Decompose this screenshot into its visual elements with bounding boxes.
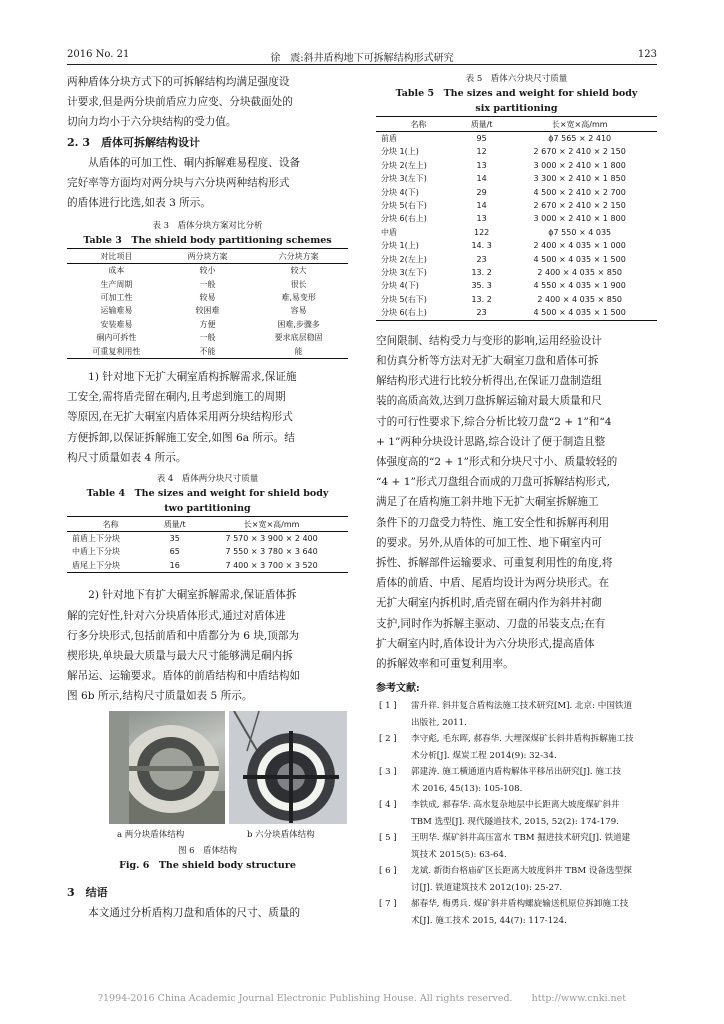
table-cell: 生产周期	[100, 279, 133, 289]
text-line: 构尺寸质量如表 4 所示。	[67, 451, 187, 464]
reference-item	[376, 896, 657, 929]
journal-issue: 2016 No. 21	[67, 49, 130, 60]
left-column	[67, 72, 348, 923]
text-line: 支护,同时作为拆解主驱动、刀盘的吊装支点;在有	[376, 617, 606, 630]
table-cell: 很长	[290, 279, 307, 289]
table-4	[67, 516, 348, 573]
paragraph-2	[67, 585, 348, 706]
table-cell: 14. 3	[471, 241, 492, 251]
shield-photo-b-drawing	[229, 711, 347, 824]
table-cell: 3 300 × 2 410 × 1 850	[533, 174, 626, 184]
table-cell: 不能	[166, 345, 250, 359]
reference-item	[376, 764, 657, 797]
table-cell: 35	[169, 534, 180, 544]
table-row	[376, 253, 657, 266]
reference-line: 术[J]. 施工技术 2015, 44(7): 117-124.	[411, 915, 567, 926]
table-cell: 13	[476, 214, 487, 224]
table-cell: 23	[461, 306, 502, 320]
table-cell: 13. 2	[471, 294, 492, 304]
text-line: “4 + 1”形式刀盘组合而成的刀盘可拆解结构形式,	[376, 476, 610, 489]
table-header-row	[376, 117, 657, 132]
section-heading-3: 3 结语	[67, 885, 108, 899]
table-row	[67, 291, 348, 304]
table-row	[67, 532, 348, 546]
table-cell: 4 500 × 4 035 × 1 500	[533, 254, 626, 264]
table-cell: 7 400 × 3 700 × 3 520	[195, 559, 348, 573]
text-line: 的要求。另外,从盾体的可加工性、地下硐室内可	[376, 536, 602, 549]
reference-line: TBM 选型[J]. 现代隧道技术, 2015, 52(2): 174-179.	[411, 816, 619, 827]
table-cell: 13	[476, 160, 487, 170]
references-title: 参考文献:	[376, 683, 420, 695]
text-line: 扩大硐室内时,盾体设计为六分块形式,提高盾体	[376, 637, 595, 650]
reference-line: 讨[J]. 铁道建筑技术 2012(10): 25-27.	[411, 882, 563, 893]
figure-6b-label: b 六分块盾体结构	[247, 829, 315, 840]
table-cell: 较大	[290, 266, 307, 276]
table-cell: 14	[476, 201, 487, 211]
column-header: 名称	[67, 517, 154, 532]
table-cell: 2 670 × 2 410 × 2 150	[533, 147, 626, 157]
reference-number: [ 1 ]	[379, 701, 397, 712]
text-line: 工安全,需将盾壳留在硐内,且考虑到施工的周期	[67, 391, 286, 404]
table-cell: 13. 2	[471, 268, 492, 278]
table-cell: 7 570 × 3 900 × 2 400	[225, 534, 318, 544]
table-cell: 容易	[290, 306, 307, 316]
reference-number: [ 5 ]	[379, 833, 397, 844]
table-cell: 中盾	[381, 227, 397, 237]
shield-photo-a-drawing	[109, 711, 225, 824]
table-cell: ϕ7 550 × 4 035	[548, 227, 612, 237]
text-line: 行多分块形式,包括前盾和中盾都分为 6 块,顶部为	[67, 629, 300, 642]
table-cell: 分块 6(右上)	[381, 214, 427, 224]
table-cell: 2 400 × 4 035 × 1 000	[533, 241, 626, 251]
table3-caption-cn: 表 3 盾体分块方案对比分析	[152, 221, 263, 232]
text-line: 图 6b 所示,结构尺寸质量如表 5 所示。	[67, 690, 253, 703]
table-cell: 硐内可拆性	[96, 333, 137, 343]
table-cell: 4 550 × 4 035 × 1 900	[533, 281, 626, 291]
text-line: + 1”两种分块设计思路,综合设计了便于制造且整	[376, 435, 606, 448]
text-line: 空间限制、结构受力与变形的影响,运用经验设计	[376, 334, 602, 347]
table4-caption-cn: 表 4 盾体两分块尺寸质量	[156, 474, 259, 485]
text-line: 等原因,在无扩大硐室内盾体采用两分块结构形式	[67, 411, 293, 424]
table-cell: 可加工性	[100, 293, 133, 303]
reference-line: 李守彪, 毛东晖, 郝春华. 大埋深煤矿长斜井盾构拆解施工技	[411, 734, 634, 745]
two-partition-shield-photo	[109, 711, 225, 824]
table-header-row	[67, 249, 348, 264]
table-row	[376, 145, 657, 158]
table-5	[376, 116, 657, 321]
text-line: 无扩大硐室内拆机时,盾壳留在硐内作为斜井衬砌	[376, 597, 602, 610]
section-2-3-paragraph	[67, 153, 348, 214]
text-line: 寸的可行性要求下,综合分析比较刀盘“2 + 1”和“4	[376, 415, 612, 428]
page-number: 123	[637, 49, 657, 60]
figure-6a-label: a 两分块盾体结构	[117, 829, 185, 840]
header-rule	[67, 64, 657, 65]
column-header: 长×宽×高/mm	[502, 117, 657, 132]
table-cell: 分块 6(右上)	[376, 306, 461, 320]
table-row	[376, 293, 657, 306]
table-cell: 95	[476, 134, 487, 143]
copyright-footer: ?1994-2016 China Academic Journal Electronic Publishing House. All rights reserved. http://www.cnki.net	[97, 993, 627, 1004]
table-row	[376, 239, 657, 252]
table-row	[376, 279, 657, 292]
table-row	[67, 559, 348, 573]
paragraph-1	[67, 367, 348, 468]
table-cell: 4 500 × 2 410 × 2 700	[533, 187, 626, 197]
table-cell: 运输难易	[100, 306, 133, 316]
reference-number: [ 7 ]	[379, 899, 397, 910]
table-cell: 较易	[199, 293, 216, 303]
table-cell: 7 550 × 3 780 × 3 640	[225, 547, 318, 557]
table-row	[376, 306, 657, 320]
text-line: 两种盾体分块方式下的可拆解结构均满足强度设	[67, 76, 290, 88]
table-cell: 分块 2(左上)	[381, 160, 427, 170]
table-row	[376, 132, 657, 146]
text-line: 楔形块,单块最大质量与最大尺寸能够满足硐内拆	[67, 649, 293, 662]
table-cell: 分块 3(左下)	[381, 174, 427, 184]
table-cell: 2 400 × 4 035 × 850	[537, 268, 623, 278]
table-cell: 困难,步骤多	[277, 319, 320, 329]
column-header: 对比项目	[67, 249, 166, 264]
text-line: 的拆解效率和可重复利用率。	[376, 657, 514, 670]
table-row	[376, 186, 657, 199]
table-cell: ϕ7 565 × 2 410	[548, 134, 612, 143]
text-line: 的盾体进行比选,如表 3 所示。	[67, 197, 211, 210]
table-cell: 盾尾上下分块	[67, 559, 154, 573]
table-row	[67, 264, 348, 278]
column-header: 长×宽×高/mm	[195, 517, 348, 532]
column-header: 六分块方案	[249, 249, 348, 264]
table-row	[67, 304, 348, 317]
table-cell: 成本	[108, 266, 125, 276]
intro-paragraph	[67, 72, 348, 133]
text-line: 满足了在盾构施工斜井地下无扩大硐室拆解施工	[376, 496, 599, 509]
column-header: 两分块方案	[166, 249, 250, 264]
figure6-caption-cn: 图 6 盾体结构	[177, 845, 238, 856]
text-line: 装的高质高效,达到刀盘拆解运输对最大质量和尺	[376, 395, 602, 408]
table-cell: 4 500 × 4 035 × 1 500	[502, 306, 657, 320]
table-header-row	[67, 517, 348, 532]
reference-line: 术 2016, 45(13): 105-108.	[411, 783, 523, 794]
text-line: 和仿真分析等方法对无扩大硐室刀盘和盾体可拆	[376, 354, 599, 367]
text-line: 切向力均小于六分块结构的受力值。	[67, 116, 237, 129]
text-line: 方便拆卸,以保证拆解施工安全,如图 6a 所示。结	[67, 431, 295, 444]
table-cell: 12	[476, 147, 487, 157]
table-row	[376, 199, 657, 212]
reference-line: 郝春华, 梅勇兵. 煤矿斜井盾构螺旋输送机原位拆卸施工技	[411, 899, 629, 910]
table-cell: 35. 3	[471, 281, 492, 291]
table-row	[376, 159, 657, 172]
table-cell: 分块 3(左下)	[381, 268, 427, 278]
table-row	[67, 318, 348, 331]
table-cell: 分块 5(右下)	[381, 294, 427, 304]
table3-caption-en: Table 3 The shield body partitioning schemes	[83, 235, 332, 247]
table4-caption-en-2: two partitioning	[164, 503, 251, 515]
table-row	[67, 331, 348, 344]
table5-caption-cn: 表 5 盾体六分块尺寸质量	[465, 74, 568, 84]
table-cell: 16	[154, 559, 195, 573]
reference-number: [ 6 ]	[379, 866, 397, 877]
running-title: 徐 震:斜井盾构地下可拆解结构形式研究	[270, 53, 454, 64]
section-3-paragraph	[67, 903, 348, 923]
text-line: 拆性、拆解部件运输要求、可重复利用性的角度,将	[376, 556, 613, 569]
figure6-caption-en: Fig. 6 The shield body structure	[119, 859, 296, 871]
section-heading-2-3: 2. 3 盾体可拆解结构设计	[67, 135, 200, 149]
reference-item	[376, 797, 657, 830]
reference-number: [ 4 ]	[379, 800, 397, 811]
table-row	[67, 345, 348, 359]
table-cell: 较小	[199, 266, 216, 276]
reference-item	[376, 698, 657, 731]
reference-item	[376, 830, 657, 863]
reference-line: 筑技术 2015(5): 63-64.	[411, 849, 507, 860]
page-header	[67, 49, 657, 63]
table-cell: 前盾	[381, 134, 397, 143]
column-header: 质量/t	[154, 517, 195, 532]
text-line: 2) 针对地下有扩大硐室拆解需求,保证盾体拆	[67, 589, 297, 602]
figure-6-photos	[67, 711, 348, 840]
table-cell: 一般	[199, 279, 216, 289]
table5-caption-en-2: six partitioning	[475, 103, 558, 114]
table-cell: 较困难	[195, 306, 220, 316]
reference-number: [ 3 ]	[379, 767, 397, 778]
text-line: 1) 针对地下无扩大硐室盾构拆解需求,保证施	[67, 371, 297, 384]
table-3	[67, 248, 348, 359]
table-row	[376, 212, 657, 225]
text-line: 解吊运、运输要求。盾体的前盾结构和中盾结构如	[67, 670, 301, 683]
reference-line: 李铁成, 郝春华. 高水复杂地层中长距离大坡度煤矿斜井	[411, 800, 620, 811]
reference-line: 出版社, 2011.	[411, 717, 467, 728]
reference-item	[376, 863, 657, 896]
column-header: 名称	[376, 117, 461, 132]
table-row	[67, 545, 348, 558]
table-cell: 23	[476, 254, 487, 264]
table-cell: 14	[476, 174, 487, 184]
table5-caption-en: Table 5 The sizes and weight for shield body	[395, 88, 638, 99]
text-line: 本文通过分析盾构刀盘和盾体的尺寸、质量的	[67, 906, 301, 919]
text-line: 解结构形式进行比较分析得出,在保证刀盘制造组	[376, 375, 602, 388]
table-cell: 一般	[199, 333, 216, 343]
table4-caption-en: Table 4 The sizes and weight for shield body	[86, 488, 329, 500]
table-row	[67, 278, 348, 291]
table-cell: 3 000 × 2 410 × 1 800	[533, 160, 626, 170]
text-line: 计要求,但是两分块前盾应力应变、分块截面处的	[67, 96, 293, 109]
table-cell: 122	[473, 227, 490, 237]
table-cell: 29	[476, 187, 487, 197]
table-cell: 难,易变形	[281, 293, 316, 303]
table-cell: 2 670 × 2 410 × 2 150	[533, 201, 626, 211]
table-cell: 分块 1(上)	[381, 147, 419, 157]
reference-line: 雷升祥. 斜井复合盾构法施工技术研究[M]. 北京: 中国铁道	[411, 701, 633, 712]
table-row	[376, 226, 657, 239]
text-line: 条件下的刀盘受力特性、施工安全性和拆解再利用	[376, 516, 610, 529]
reference-line: 郭建涛. 施工横通道内盾构解体平移吊出研究[J]. 施工技	[411, 767, 622, 778]
table-cell: 能	[249, 345, 348, 359]
table-cell: 要求底层稳固	[274, 333, 323, 343]
table-cell: 安装难易	[100, 319, 133, 329]
reference-line: 龙斌. 新街台格庙矿区长距离大坡度斜井 TBM 设备选型探	[411, 866, 632, 877]
table-cell: 65	[169, 547, 180, 557]
table-cell: 可重复利用性	[67, 345, 166, 359]
column-header: 质量/t	[461, 117, 502, 132]
text-line: 解的完好性,针对六分块盾体形式,通过对盾体进	[67, 609, 286, 622]
table-cell: 3 000 × 2 410 × 1 800	[533, 214, 626, 224]
right-column	[376, 72, 657, 929]
conclusion-paragraph	[376, 331, 657, 674]
table-cell: 方便	[199, 319, 216, 329]
text-line: 盾体的前盾、中盾、尾盾均设计为两分块形式。在	[376, 577, 610, 590]
table-cell: 分块 5(右下)	[381, 201, 427, 211]
table-cell: 中盾上下分块	[72, 547, 120, 557]
table-cell: 前盾上下分块	[72, 534, 120, 544]
reference-number: [ 2 ]	[379, 734, 397, 745]
table-cell: 分块 4(下)	[381, 187, 419, 197]
reference-line: 王明华. 煤矿斜井高压富水 TBM 掘进技术研究[J]. 铁道建	[411, 833, 631, 844]
table-cell: 分块 2(左上)	[381, 254, 427, 264]
table-cell: 分块 1(上)	[381, 241, 419, 251]
table-row	[376, 172, 657, 185]
table-cell: 分块 4(下)	[381, 281, 419, 291]
text-line: 从盾体的可加工性、硐内拆解难易程度、设备	[67, 156, 301, 169]
reference-item	[376, 731, 657, 764]
table-row	[376, 266, 657, 279]
text-line: 完好率等方面均对两分块与六分块两种结构形式	[67, 176, 290, 189]
text-line: 体强度高的“2 + 1”形式和分块尺寸小、质量较轻的	[376, 455, 618, 468]
reference-line: 术分析[J]. 煤炭工程 2014(9): 32-34.	[411, 750, 557, 761]
six-partition-shield-photo	[229, 711, 347, 824]
table-cell: 2 400 × 4 035 × 850	[537, 294, 623, 304]
